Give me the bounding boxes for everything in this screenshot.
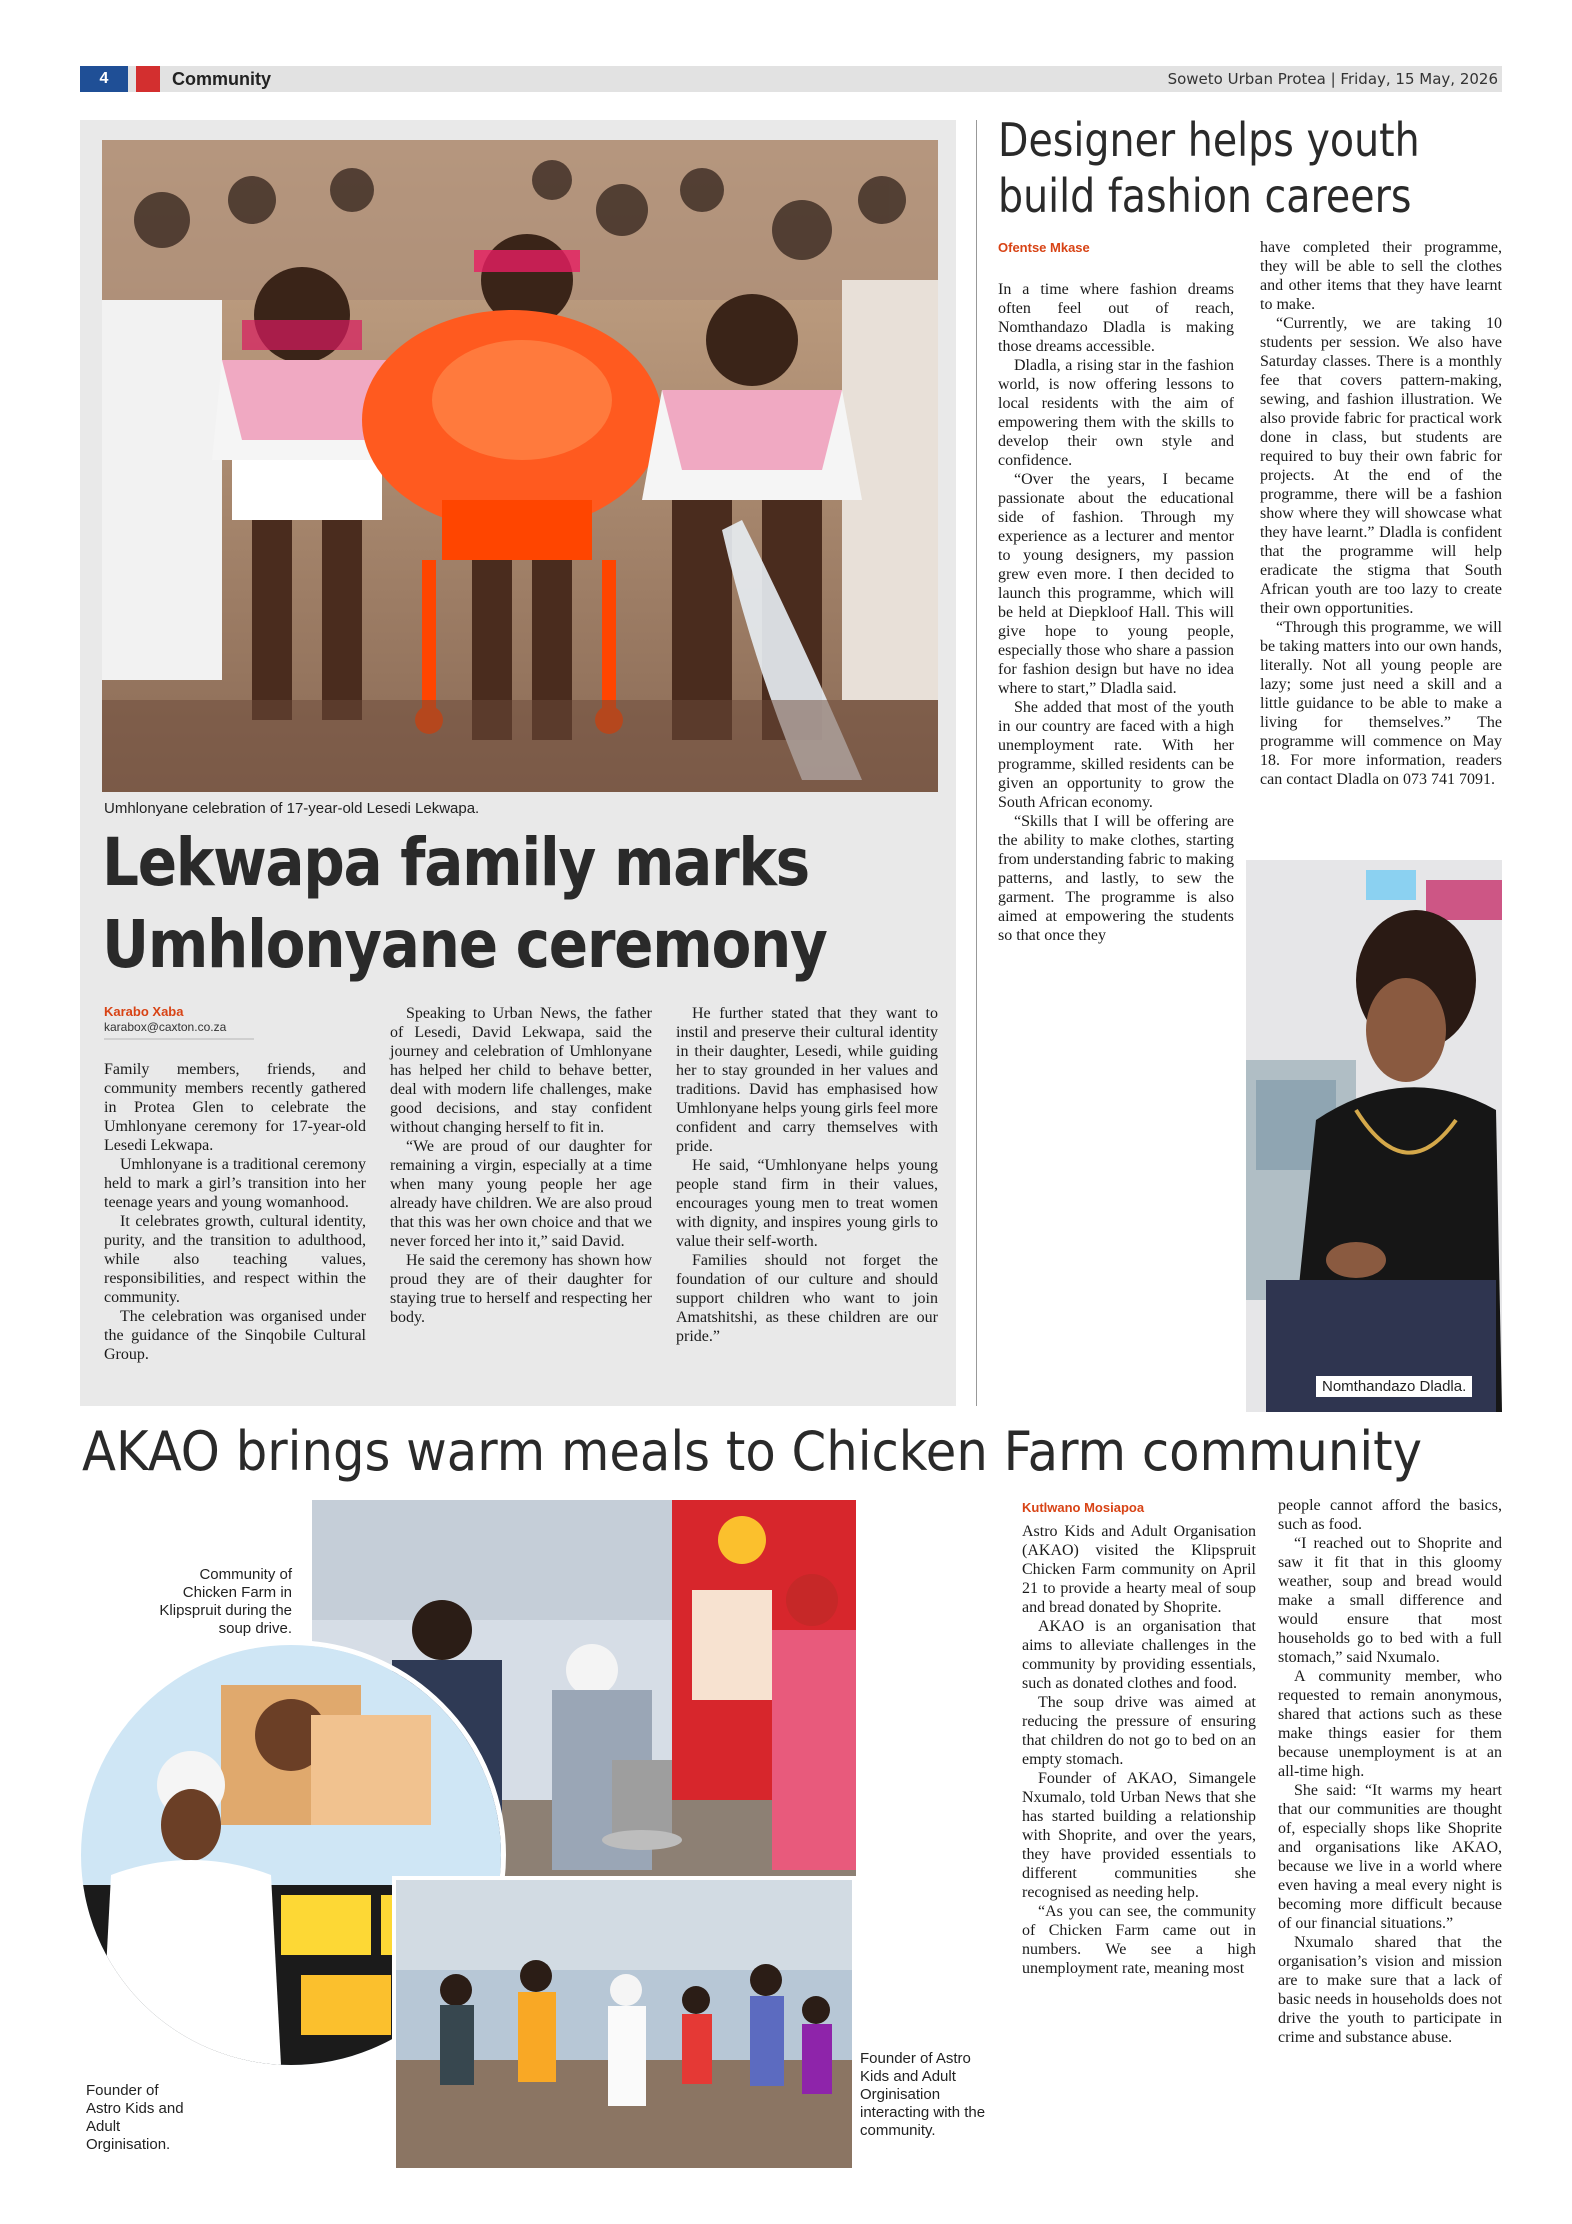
paragraph: “I reached out to Shoprite and saw it fit that in this gloomy weather, soup and bread would make a small difference and would ensure that most households go to bed with a full stomach,” said Nxumalo. [1278,1535,1502,1666]
paragraph: have completed their programme, they will be able to sell the clothes and other items that they have learnt to make. [1260,239,1502,313]
lead-column-3 [676,1004,938,1346]
fashion-author: Ofentse Mkase [998,240,1090,255]
soup-drive-caption: Community of Chicken Farm in Klipspruit during the soup drive. [159,1566,292,1637]
akao-column-1 [1022,1522,1256,1978]
paragraph: The celebration was organised under the guidance of the Sinqobile Cultural Group. [104,1308,366,1363]
interaction-caption: Founder of Astro Kids and Adult Orginisation interacting with the community. [860,2050,986,2139]
lead-column-1 [104,1060,366,1364]
paragraph: She said: “It warms my heart that our communities are thought of, especially shops like Shoprite and organisations like AKAO, because we live in a world where even having a meal every night is becoming more difficult because of our financial situations.” [1278,1782,1502,1932]
community-interaction-photo [392,1876,856,2172]
paragraph: In a time where fashion dreams often feel out of reach, Nomthandazo Dladla is making those dreams accessible. [998,281,1234,355]
byline-divider [104,1038,254,1040]
paragraph: Nxumalo shared that the organisation’s vision and mission are to make sure that a lack of basic needs in households does not drive the youth to participate in crime and substance abuse. [1278,1934,1502,2046]
designer-photo [1246,860,1502,1412]
akao-headline: AKAO brings warm meals to Chicken Farm community [82,1420,1423,1483]
paragraph: Dladla, a rising star in the fashion world, is now offering lessons to local residents with the aim of empowering them with the skills to develop their own style and confidence. [998,357,1234,469]
fashion-column-1 [998,280,1234,945]
lead-photo-caption: Umhlonyane celebration of 17-year-old Lesedi Lekwapa. [104,800,480,817]
paragraph: “Through this programme, we will be taking matters into our own hands, literally. Not all young people are lazy; some just need a skill and a little guidance to be able to make a living for themselves.” The programme will commence on May 18. For more information, readers can contact Dladla on 073 741 7091. [1260,619,1502,788]
paragraph: AKAO is an organisation that aims to alleviate challenges in the community by providing essentials, such as donated clothes and food. [1022,1618,1256,1692]
fashion-column-2 [1260,238,1502,789]
paragraph: Founder of AKAO, Simangele Nxumalo, told Urban News that she has started building a relationship with Shoprite, and over the years, they have provided essentials to different communities she recognised as needing help. [1022,1770,1256,1901]
paragraph: “As you can see, the community of Chicken Farm came out in numbers. We see a high unemployment rate, meaning most [1022,1903,1256,1977]
lead-author-email: karabox@caxton.co.za [104,1020,227,1034]
founder-caption: Founder of Astro Kids and Adult Orginisation. [86,2082,184,2153]
publication-date: Soweto Urban Protea | Friday, 15 May, 2026 [1167,70,1498,88]
section-color-block [136,66,160,92]
paragraph: A community member, who requested to remain anonymous, shared that actions such as these make things easier for them because unemployment is at an all-time high. [1278,1668,1502,1780]
paragraph: “Over the years, I became passionate about the educational side of fashion. Through my experience as a lecturer and mentor to young designers, my passion grew even more. I then decided to launch this programme, which will be held at Diepkloof Hall. This will give hope to young people, especially those who share a passion for fashion design but have no idea where to start,” Dladla said. [998,471,1234,697]
fashion-headline-line2: build fashion careers [998,169,1412,223]
lead-headline-line1: Lekwapa family marks [102,824,809,901]
paragraph: The soup drive was aimed at reducing the pressure of ensuring that children do not go to bed on an empty stomach. [1022,1694,1256,1768]
paragraph: She added that most of the youth in our country are faced with a high unemployment rate. With her programme, skilled residents can be given an opportunity to grow the South African economy. [998,699,1234,811]
paragraph: Astro Kids and Adult Organisation (AKAO) visited the Klipspruit Chicken Farm community on April 21 to provide a hearty meal of soup and bread donated by Shoprite. [1022,1523,1256,1616]
paragraph: “Skills that I will be offering are the ability to make clothes, starting from understanding fabric to making patterns, and lastly, to sew the garment. The programme is also aimed at empowering the students so that once they [998,813,1234,944]
lead-headline-line2: Umhlonyane ceremony [102,906,827,983]
fashion-headline-line1: Designer helps youth [998,113,1420,167]
paragraph: people cannot afford the basics, such as food. [1278,1497,1502,1533]
paragraph: “We are proud of our daughter for remaining a virgin, especially at a time when many young people her age already have children. We are also proud that this was her own choice and that we never forced her into it,” said David. [390,1138,652,1250]
paragraph: Families should not forget the foundation of our culture and should support children who want to join Amatshitshi, as these children are our pride.” [676,1252,938,1345]
paragraph: “Currently, we are taking 10 students per session. We also have Saturday classes. There is a monthly fee that covers pattern-making, sewing, and fashion illustration. We also provide fabric for practical work done in class, but students are required to buy their own fabric for projects. At the end of the programme, there will be a fashion show where they will showcase what they have learnt.” Dladla is confident that the programme will help eradicate the stigma that South African youth are too lazy to create their own opportunities. [1260,315,1502,617]
paragraph: He said the ceremony has shown how proud they are of their daughter for staying true to herself and respecting her body. [390,1252,652,1326]
lead-headline [102,822,841,986]
paragraph: Family members, friends, and community members recently gathered in Protea Glen to celebrate the Umhlonyane ceremony for 17-year-old Lesedi Lekwapa. [104,1061,366,1154]
paragraph: It celebrates growth, cultural identity, purity, and the transition to adulthood, while also teaching values, responsibilities, and respect within the community. [104,1213,366,1306]
fashion-headline [998,112,1445,224]
paragraph: He said, “Umhlonyane helps young people stand firm in their values, encourages young men to treat women with dignity, and inspires young girls to value their self-worth. [676,1157,938,1250]
page-number: 4 [80,66,128,92]
designer-photo-caption: Nomthandazo Dladla. [1316,1376,1472,1397]
akao-column-2 [1278,1496,1502,2047]
umhlonyane-photo [102,140,938,792]
paragraph: Speaking to Urban News, the father of Lesedi, David Lekwapa, said the journey and celebration of Umhlonyane has helped her child to behave better, deal with modern life challenges, make good decisions, and stay confident without changing herself to fit in. [390,1005,652,1136]
paragraph: Umhlonyane is a traditional ceremony held to mark a girl’s transition into her teenage years and young womanhood. [104,1156,366,1211]
column-divider [976,120,977,1406]
akao-author: Kutlwano Mosiapoa [1022,1500,1145,1515]
lead-column-2 [390,1004,652,1327]
lead-author: Karabo Xaba [104,1004,184,1019]
section-title: Community [172,69,271,89]
paragraph: He further stated that they want to instil and preserve their cultural identity in their daughter, Lesedi, while guiding her to stay grounded in her values and traditions. David has emphasised how Umhlonyane helps young girls feel more confident and carry themselves with pride. [676,1005,938,1155]
